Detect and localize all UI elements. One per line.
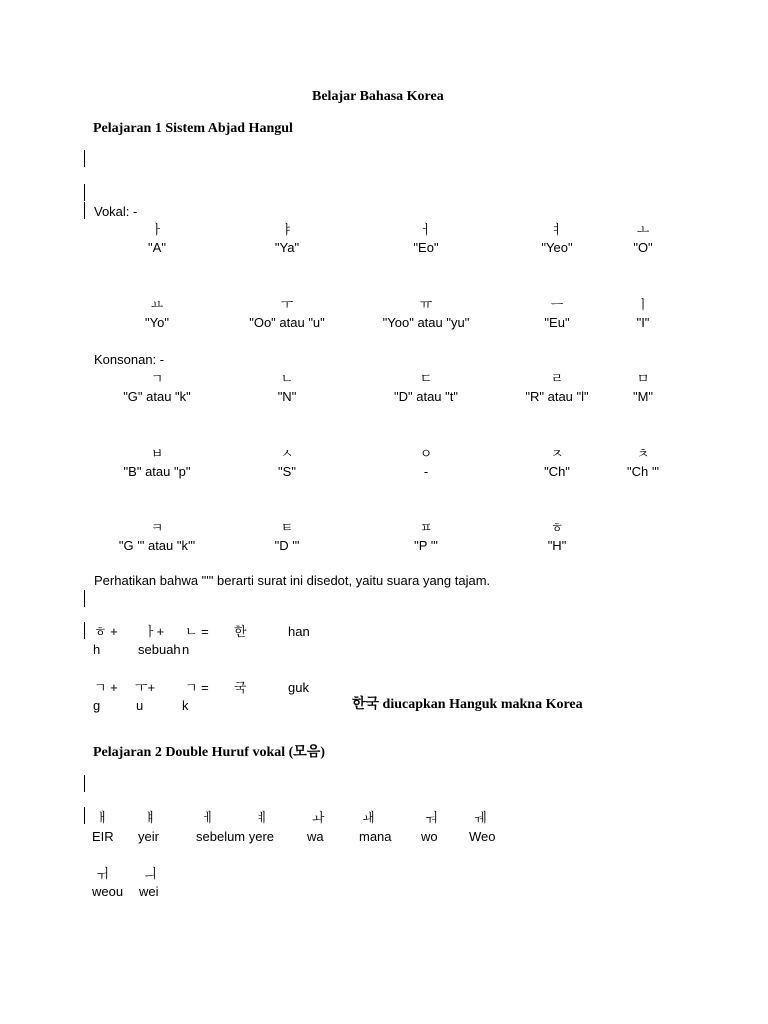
example-part: ㄱ = [185,680,209,695]
hangul-char: ㅑ [280,222,294,237]
text-caret [84,622,85,639]
example-roman: k [182,698,189,713]
romanization: sebelum yere [196,829,275,844]
romanization: "N" [277,389,297,404]
example-roman: h [93,642,101,657]
aspiration-note: Perhatikan bahwa "'" berarti surat ini disedot, yaitu suara yang tajam. [94,573,491,588]
hangul-char: ㅓ [419,222,433,237]
romanization: wo [421,829,438,844]
romanization: "B" atau "p" [123,464,191,479]
romanization: "D" atau "t" [394,389,458,404]
romanization: "Oo" atau "u" [249,315,325,330]
romanization: "Ya" [274,240,300,255]
romanization: "S" [278,464,296,479]
romanization: "Ch '" [627,464,659,479]
romanization: "Yo" [145,315,169,330]
hangul-char: ㅁ [636,371,650,386]
hangul-char: ㄹ [550,371,564,386]
hangul-char: ㅛ [150,297,164,312]
romanization: "Eu" [544,315,570,330]
hangul-char: ㅋ [150,520,164,535]
romanization: wa [307,829,324,844]
example-part: ㅎ + [94,624,118,639]
romanization: "M" [632,389,654,404]
hangul-char: ㅠ [419,297,433,312]
text-caret [84,807,85,824]
romanization: "I" [636,315,650,330]
romanization: "R" atau "l" [525,389,589,404]
hangul-char: ㅇ [419,446,433,461]
example-roman: sebuah [138,642,181,657]
hangul-char: ㄱ [150,371,164,386]
example-roman: u [136,698,144,713]
romanization: mana [359,829,392,844]
example-part: ㄴ = [185,624,209,639]
hangul-char: ㅕ [550,222,564,237]
hangul-char: ㅌ [280,520,294,535]
page-title: Belajar Bahasa Korea [312,89,444,104]
hangul-char: ㅝ [425,810,438,825]
example-result-syllable: 한 [234,624,247,639]
hangul-char: ㅅ [280,446,294,461]
text-caret [84,590,85,607]
romanization: "G" atau "k" [123,389,191,404]
lesson2-heading: Pelajaran 2 Double Huruf vokal (모음) [93,745,325,760]
hangul-char: ㅞ [474,810,487,825]
hangul-char: ㅈ [550,446,564,461]
romanization: "P '" [414,538,438,553]
hangul-char: ㅒ [144,810,157,825]
romanization: "Yeo" [541,240,573,255]
hangul-char: ㅣ [636,297,650,312]
hangul-char: ㅂ [150,446,164,461]
text-caret [84,184,85,201]
romanization: yeir [138,829,159,844]
hangul-char: ㅙ [362,810,375,825]
hangul-char: ㄷ [419,371,433,386]
lesson1-heading: Pelajaran 1 Sistem Abjad Hangul [93,121,293,136]
hangul-char: ㅜ [280,297,294,312]
romanization: "Eo" [413,240,439,255]
hangul-char: ㅏ [150,222,164,237]
example-result-roman: han [288,624,310,639]
romanization: wei [139,884,159,899]
text-caret [84,150,85,167]
example-part: ㄱ + [94,680,118,695]
romanization: "A" [148,240,166,255]
vowels-label: Vokal: - [94,204,138,219]
example-part: ㅜ+ [135,680,156,695]
example-result-roman: guk [288,680,309,695]
romanization: "Ch" [544,464,570,479]
romanization: "D '" [274,538,300,553]
hangul-char: ㄴ [280,371,294,386]
hangul-char: ㅟ [96,866,109,881]
hangul-char: ㅡ [550,297,564,312]
hangul-char: ㅐ [96,810,109,825]
romanization: EIR [92,829,114,844]
consonants-label: Konsonan: - [94,352,165,367]
hangul-char: ㅍ [419,520,433,535]
hangul-char: ㅔ [202,810,215,825]
hangul-char: ㅗ [636,222,650,237]
example-result-syllable: 국 [234,680,247,695]
romanization: "Yoo" atau "yu" [382,315,470,330]
hangul-char: ㅊ [636,446,650,461]
hanguk-meaning: 한국 diucapkan Hanguk makna Korea [352,697,583,712]
hangul-char: ㅖ [256,810,269,825]
example-roman: g [93,698,101,713]
romanization: "G '" atau "k'" [118,538,196,553]
example-roman: n [182,642,190,657]
romanization: Weo [469,829,496,844]
hangul-char: ㅘ [312,810,325,825]
romanization: "H" [547,538,567,553]
romanization: - [423,464,429,479]
romanization: weou [92,884,124,899]
romanization: "O" [633,240,653,255]
text-caret [84,775,85,792]
hangul-char: ㅎ [550,520,564,535]
hangul-char: ㅢ [144,866,157,881]
text-caret [84,202,85,219]
example-part: ㅏ+ [144,624,165,639]
